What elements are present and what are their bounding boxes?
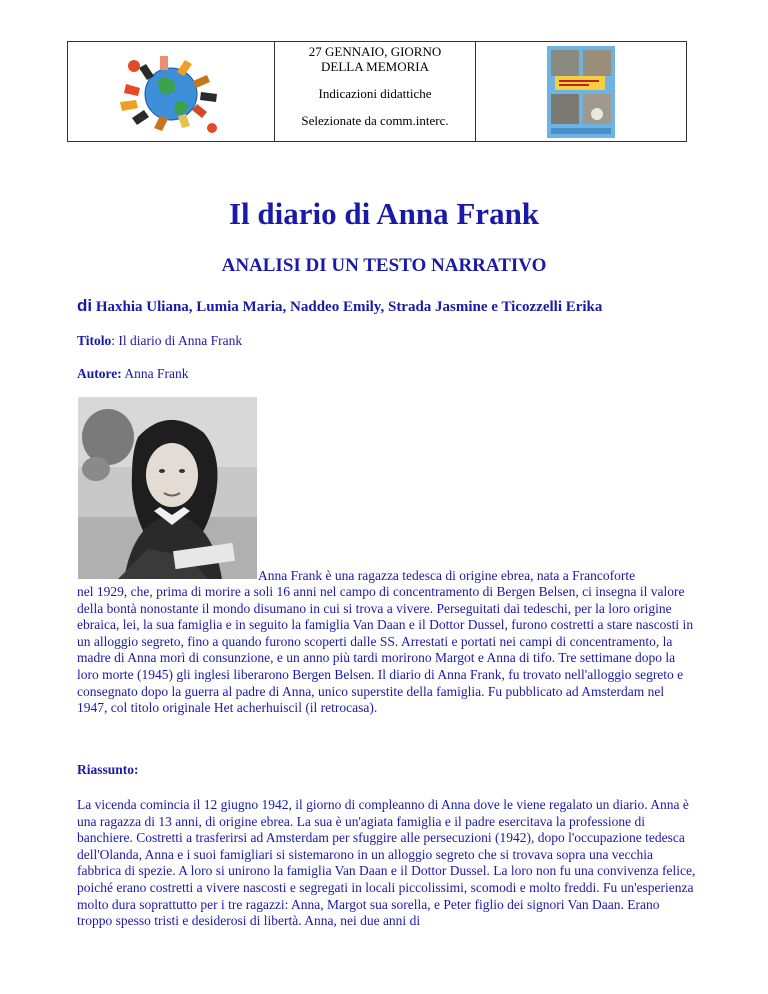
title-label: Titolo (77, 333, 112, 348)
bio-paragraph: nel 1929, che, prima di morire a soli 16 anni nel campo di concentramento di Bergen Belsen, ci insegna il valore della bontà nonostante il mondo disumano in cui si trova a vivere. Perseguitati dai tedeschi, per la loro origine ebraica, lei, la sua famiglia e in seguito la famiglia Van Daan e il Dottor Dussel, furono costretti a stare nascosti in un alloggio segreto, fino a quando furono scoperti dalle SS. Arrestati e portati nei campi di concentramento, la madre di Anna morì di consunzione, e un anno più tardi morirono Margot e Anna di tifo. Tre settimane dopo la loro morte (1945) gli inglesi liberarono Bergen Belsen. Il diario di Anna Frank, fu trovato nell'alloggio segreto e consegnato dopo la guerra al padre di Anna, unico superstite della famiglia. Fu pubblicato ad Amsterdam nel 1947, col titolo originale Het acherhuiscil (il retrocasa). (77, 584, 694, 716)
summary-paragraph: La vicenda comincia il 12 giugno 1942, il giorno di compleanno di Anna dove le viene regalato un diario. Anna è una ragazza di 13 anni, di origine ebrea. La sua è un'agiata famiglia e il padre esercitava la professione di banchiere. Costretti a trasferirsi ad Amsterdam per sfuggire alle persecuzioni (1942), dopo l'occupazione tedesca dell'Olanda, Anna e i suoi famigliari si sistemarono in un alloggio segreto che si trovava sopra una vecchia fabbrica di spezie. A loro si unirono la famiglia Van Daan e il Dottor Dussel. La loro non fu una convivenza felice, poiché erano costretti a vivere nascosti e segregati in locali piccolissimi, scomodi e molto freddi. Fu un'esperienza molto dura soprattutto per i tre ragazzi: Anna, Margot sua sorella, e Peter figlio dei signori Van Daan. Erano troppo spesso tristi e desiderosi di libertà. Anna, nei due anni di (77, 797, 696, 929)
header-line-4: Selezionate da comm.interc. (301, 113, 449, 128)
page-subtitle: ANALISI DI UN TESTO NARRATIVO (221, 255, 547, 276)
author-field (77, 366, 189, 382)
header-line-3: Indicazioni didattiche (318, 86, 432, 101)
author-label: Autore: (77, 366, 122, 381)
book-cover-image (545, 44, 617, 140)
globe-with-hands-logo (96, 44, 246, 140)
title-field (77, 333, 242, 349)
bio-first-line: Anna Frank è una ragazza tedesca di origine ebrea, nata a Francoforte (258, 568, 636, 583)
title-value: : Il diario di Anna Frank (111, 333, 243, 348)
authors-names: Haxhia Uliana, Lumia Maria, Naddeo Emily, Strada Jasmine e Ticozzelli Erika (92, 299, 603, 315)
header-table (67, 41, 687, 142)
author-value: Anna Frank (121, 366, 189, 381)
authors-line (77, 296, 602, 316)
page-title: Il diario di Anna Frank (228, 196, 540, 231)
header-line-2: DELLA MEMORIA (321, 59, 429, 74)
summary-heading: Riassunto: (77, 762, 139, 777)
header-text-cell (275, 42, 476, 141)
anna-frank-portrait-photo (78, 397, 257, 579)
book-cell (476, 42, 686, 141)
logo-cell (68, 42, 275, 141)
authors-prefix: di (77, 296, 93, 315)
header-line-1: 27 GENNAIO, GIORNO (308, 44, 442, 59)
